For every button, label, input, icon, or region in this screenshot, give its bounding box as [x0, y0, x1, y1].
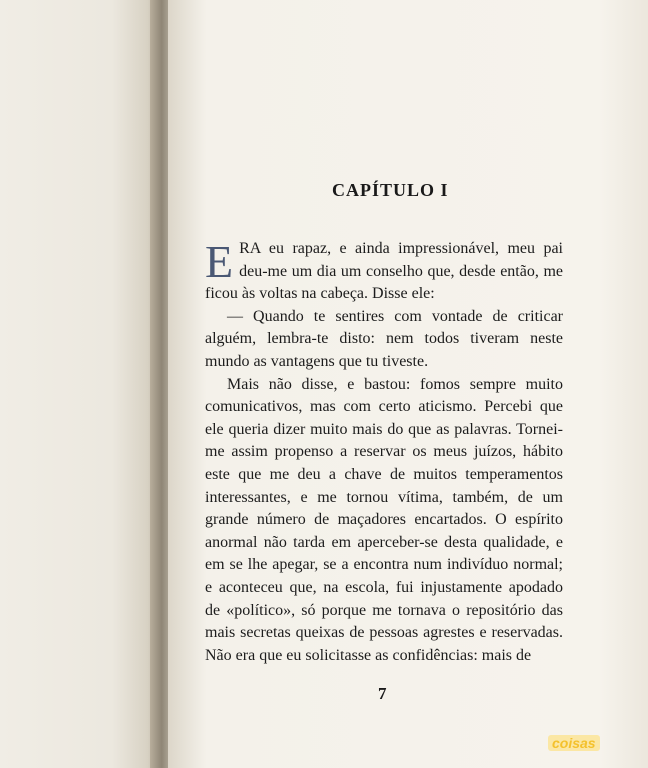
chapter-body — [205, 238, 563, 667]
page-number: 7 — [378, 684, 387, 703]
paragraph-2: — Quando te sentires com vontade de criticar alguém, lembra-te disto: nem todos tiveram neste mundo as vantagens que tu tiveste. — [205, 307, 563, 370]
paragraph-1-text: RA eu rapaz, e ainda impressionável, meu pai deu-me um dia um conselho que, desde então, me ficou às voltas na cabeça. Disse ele: — [205, 240, 563, 303]
show-through-text — [220, 40, 640, 250]
paragraph-3: Mais não disse, e bastou: fomos sempre muito comunicativos, mas com certo aticismo. Percebi que ele queria dizer muito mais do que as palavras. Tornei-me assim propenso a reservar os meus juízos, hábito este que me deu a chave de muitos temperamentos interessantes, e me tornou vítima, também, de um grande número de maçadores encartados. O espírito anormal não tarda em aperceber-se desta qualidade, e em se lhe apegar, se a encontra num indivíduo normal; e aconteceu que, na escola, fui injustamente apodado de «político», só porque me tornava o repositório das mais secretas queixas de pessoas agrestes e reservadas. Não era que eu solicitasse as confidências: mais de — [205, 375, 563, 664]
left-page — [0, 0, 160, 768]
watermark-logo: coisas — [548, 735, 600, 751]
drop-cap: E — [205, 236, 234, 287]
chapter-title: CAPÍTULO I — [332, 180, 449, 200]
paragraph-1 — [205, 238, 563, 306]
